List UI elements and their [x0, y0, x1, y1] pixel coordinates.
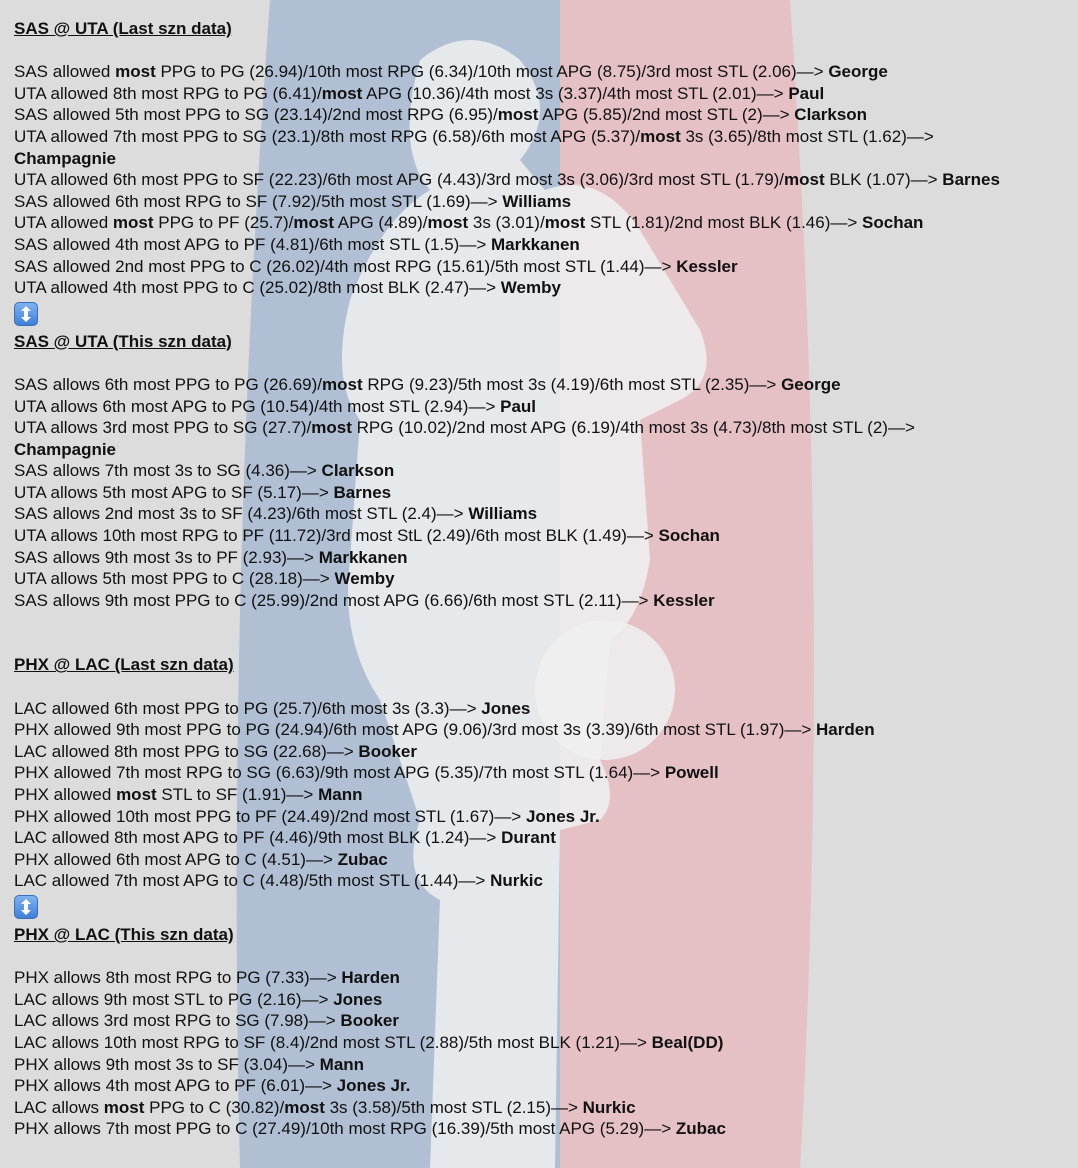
stat-text: PHX allowed [14, 785, 117, 804]
stat-text: LAC allowed 6th most PPG to PG (25.7)/6th most 3s (3.3)—> [14, 698, 482, 718]
stat-line [14, 1118, 1078, 1140]
emphasis-text: Williams [502, 191, 572, 211]
stat-text: SAS allows 9th most PPG to C (25.99)/2nd most APG (6.66)/6th most STL (2.11)—> [14, 590, 654, 610]
emphasis-text: most [311, 418, 352, 438]
emphasis-text: most [544, 213, 586, 233]
section-lines [14, 698, 1078, 892]
stat-line [14, 503, 1078, 525]
emphasis-text: Clarkson [321, 461, 395, 481]
section-lines [14, 967, 1078, 1140]
stat-line [14, 374, 1078, 396]
stat-line [14, 1075, 1078, 1097]
section-heading: SAS @ UTA (This szn data) [14, 331, 232, 351]
stat-line [14, 212, 1078, 234]
emphasis-text: Paul [500, 396, 537, 416]
stat-line [14, 525, 1078, 547]
stat-text: LAC allows 9th most STL to PG (2.16)—> [14, 989, 334, 1009]
stat-text: RPG (9.23)/5th most 3s (4.19)/6th most STL (2.35)—> [362, 374, 782, 394]
stat-line [14, 989, 1078, 1011]
emphasis-text: most [497, 105, 539, 125]
stat-line [14, 256, 1078, 278]
emphasis-text: Zubac [675, 1119, 726, 1139]
emphasis-text: most [322, 374, 363, 394]
emphasis-text: Champagnie [14, 148, 117, 168]
stat-line [14, 417, 1078, 439]
stat-line [14, 148, 1078, 170]
emphasis-text: most [293, 213, 334, 233]
stat-line [14, 396, 1078, 418]
stat-line [14, 827, 1078, 849]
stat-text: SAS allows 7th most 3s to SG (4.36)—> [14, 461, 322, 481]
stat-line [14, 83, 1078, 105]
stat-line [14, 460, 1078, 482]
emphasis-text: Champagnie [14, 439, 117, 459]
stat-line [14, 1010, 1078, 1032]
section-heading: PHX @ LAC (This szn data) [14, 924, 234, 944]
emphasis-text: most [112, 213, 154, 233]
stat-text: UTA allowed 6th most PPG to SF (22.23)/6th most APG (4.43)/3rd most 3s (3.06)/3rd most STL (1.79)/ [14, 170, 785, 190]
stat-text: SAS allows 2nd most 3s to SF (4.23)/6th most STL (2.4)—> [14, 504, 469, 524]
stat-line [14, 849, 1078, 871]
emphasis-text: most [427, 213, 469, 233]
emphasis-text: Nurkic [582, 1097, 636, 1117]
section-lines [14, 61, 1078, 299]
emphasis-text: Williams [468, 504, 538, 524]
divider-arrow [14, 892, 1078, 924]
stat-line [14, 698, 1078, 720]
stat-line [14, 568, 1078, 590]
stat-text: 3s (3.65)/8th most STL (1.62)—> [680, 126, 934, 146]
stat-text: SAS allowed 5th most PPG to SG (23.14)/2nd most RPG (6.95)/ [14, 105, 498, 125]
emphasis-text: Powell [664, 763, 719, 783]
divider-arrow [14, 299, 1078, 331]
emphasis-text: Clarkson [794, 105, 868, 125]
stat-line [14, 719, 1078, 741]
stat-text: PHX allows 8th most RPG to PG (7.33)—> [14, 968, 342, 988]
stat-line [14, 967, 1078, 989]
emphasis-text: most [640, 126, 681, 146]
stat-text: PHX allowed 7th most RPG to SG (6.63)/9th most APG (5.35)/7th most STL (1.64)—> [14, 763, 665, 783]
emphasis-text: Durant [501, 828, 556, 848]
stat-line [14, 482, 1078, 504]
emphasis-text: Jones [481, 698, 531, 718]
emphasis-text: most [116, 785, 157, 804]
stat-text: PHX allows 9th most 3s to SF (3.04)—> [14, 1054, 320, 1074]
stat-text: BLK (1.07)—> [824, 170, 943, 190]
stat-text: SAS allowed 2nd most PPG to C (26.02)/4th most RPG (15.61)/5th most STL (1.44)—> [14, 256, 677, 276]
stat-text: APG (10.36)/4th most 3s (3.37)/4th most STL (2.01)—> [362, 83, 789, 103]
emphasis-text: Kessler [676, 256, 738, 276]
stat-line [14, 870, 1078, 892]
stat-text: SAS allows 6th most PPG to PG (26.69)/ [14, 374, 323, 394]
stat-line [14, 104, 1078, 126]
stat-text: UTA allowed 7th most PPG to SG (23.1)/8th most RPG (6.58)/6th most APG (5.37)/ [14, 126, 641, 146]
stat-text: PPG to PF (25.7)/ [153, 213, 294, 233]
stat-line [14, 1097, 1078, 1119]
section-lines [14, 374, 1078, 612]
stat-text: 3s (3.58)/5th most STL (2.15)—> [324, 1097, 583, 1117]
emphasis-text: Paul [788, 83, 825, 103]
stat-line [14, 169, 1078, 191]
emphasis-text: Mann [318, 785, 363, 804]
emphasis-text: most [103, 1097, 145, 1117]
emphasis-text: Markkanen [318, 547, 408, 567]
stat-line [14, 234, 1078, 256]
stat-text: STL (1.81)/2nd most BLK (1.46)—> [585, 213, 863, 233]
stat-line [14, 277, 1078, 299]
stat-text: UTA allowed 4th most PPG to C (25.02)/8th most BLK (2.47)—> [14, 278, 501, 298]
emphasis-text: Sochan [658, 526, 720, 546]
stat-text: UTA allowed [14, 213, 113, 233]
emphasis-text: George [781, 374, 841, 394]
emphasis-text: Jones [333, 989, 383, 1009]
emphasis-text: most [284, 1097, 325, 1117]
stat-text: PPG to C (30.82)/ [144, 1097, 285, 1117]
stat-text: SAS allowed 6th most RPG to SF (7.92)/5th most STL (1.69)—> [14, 191, 503, 211]
stat-text: APG (5.85)/2nd most STL (2)—> [538, 105, 795, 125]
stat-text: LAC allowed 8th most APG to PF (4.46)/9th most BLK (1.24)—> [14, 828, 502, 848]
up-down-arrow-icon [14, 302, 38, 326]
stat-text: LAC allows 10th most RPG to SF (8.4)/2nd most STL (2.88)/5th most BLK (1.21)—> [14, 1032, 652, 1052]
emphasis-text: Markkanen [491, 234, 580, 254]
stat-text: UTA allows 3rd most PPG to SG (27.7)/ [14, 418, 312, 438]
section-heading: PHX @ LAC (Last szn data) [14, 655, 234, 675]
stat-text: SAS allowed 4th most APG to PF (4.81)/6th most STL (1.5)—> [14, 234, 491, 254]
section-heading: SAS @ UTA (Last szn data) [14, 19, 232, 38]
stat-line [14, 191, 1078, 213]
stat-text: UTA allows 5th most PPG to C (28.18)—> [14, 569, 335, 589]
emphasis-text: most [115, 62, 156, 82]
stat-text: UTA allowed 8th most RPG to PG (6.41)/ [14, 83, 322, 103]
emphasis-text: Barnes [333, 482, 392, 502]
emphasis-text: Barnes [942, 170, 1000, 190]
stat-text: RPG (10.02)/2nd most APG (6.19)/4th most 3s (4.73)/8th most STL (2)—> [351, 418, 915, 438]
emphasis-text: Beal(DD) [651, 1032, 724, 1052]
emphasis-text: Booker [358, 741, 417, 761]
emphasis-text: George [828, 62, 888, 82]
stat-text: UTA allows 5th most APG to SF (5.17)—> [14, 482, 334, 502]
stat-line [14, 547, 1078, 569]
stat-line [14, 126, 1078, 148]
emphasis-text: Booker [340, 1011, 399, 1031]
emphasis-text: Jones Jr. [525, 806, 600, 826]
stat-text: LAC allowed 7th most APG to C (4.48)/5th most STL (1.44)—> [14, 871, 491, 891]
emphasis-text: Harden [816, 720, 875, 740]
stat-text: SAS allows 9th most 3s to PF (2.93)—> [14, 547, 319, 567]
emphasis-text: most [784, 170, 825, 190]
emphasis-text: Harden [341, 968, 400, 988]
stat-text: PPG to PG (26.94)/10th most RPG (6.34)/10th most APG (8.75)/3rd most STL (2.06)—> [155, 62, 829, 82]
emphasis-text: most [321, 83, 363, 103]
stat-text: STL to SF (1.91)—> [156, 785, 319, 804]
stat-text: LAC allowed 8th most PPG to SG (22.68)—> [14, 741, 359, 761]
emphasis-text: Wemby [334, 569, 395, 589]
stat-text: PHX allowed 9th most PPG to PG (24.94)/6th most APG (9.06)/3rd most 3s (3.39)/6th most STL (1.97)—> [14, 720, 817, 740]
up-down-arrow-icon [14, 895, 38, 919]
stat-line [14, 439, 1078, 461]
stat-text: 3s (3.01)/ [468, 213, 545, 233]
emphasis-text: Mann [319, 1054, 365, 1074]
stat-text: UTA allows 6th most APG to PG (10.54)/4th most STL (2.94)—> [14, 396, 501, 416]
stat-text: LAC allows [14, 1097, 104, 1117]
stat-text: PHX allowed 6th most APG to C (4.51)—> [14, 849, 338, 869]
stat-line [14, 590, 1078, 612]
stat-line [14, 1054, 1078, 1076]
stat-line [14, 762, 1078, 784]
emphasis-text: Nurkic [490, 871, 543, 891]
stat-line [14, 1032, 1078, 1054]
stat-line [14, 806, 1078, 828]
emphasis-text: Jones Jr. [336, 1076, 411, 1096]
stat-text: APG (4.89)/ [333, 213, 428, 233]
stat-text: PHX allowed 10th most PPG to PF (24.49)/2nd most STL (1.67)—> [14, 806, 526, 826]
stat-text: PHX allows 4th most APG to PF (6.01)—> [14, 1076, 337, 1096]
emphasis-text: Sochan [862, 213, 924, 233]
emphasis-text: Wemby [500, 278, 561, 298]
stat-line [14, 741, 1078, 763]
stat-line [14, 784, 1078, 806]
stat-line [14, 61, 1078, 83]
stat-text: PHX allows 7th most PPG to C (27.49)/10th most RPG (16.39)/5th most APG (5.29)—> [14, 1119, 676, 1139]
emphasis-text: Zubac [337, 849, 388, 869]
emphasis-text: Kessler [653, 590, 715, 610]
stat-text: LAC allows 3rd most RPG to SG (7.98)—> [14, 1011, 341, 1031]
stat-text: SAS allowed [14, 62, 116, 82]
stat-text: UTA allows 10th most RPG to PF (11.72)/3rd most StL (2.49)/6th most BLK (1.49)—> [14, 526, 659, 546]
